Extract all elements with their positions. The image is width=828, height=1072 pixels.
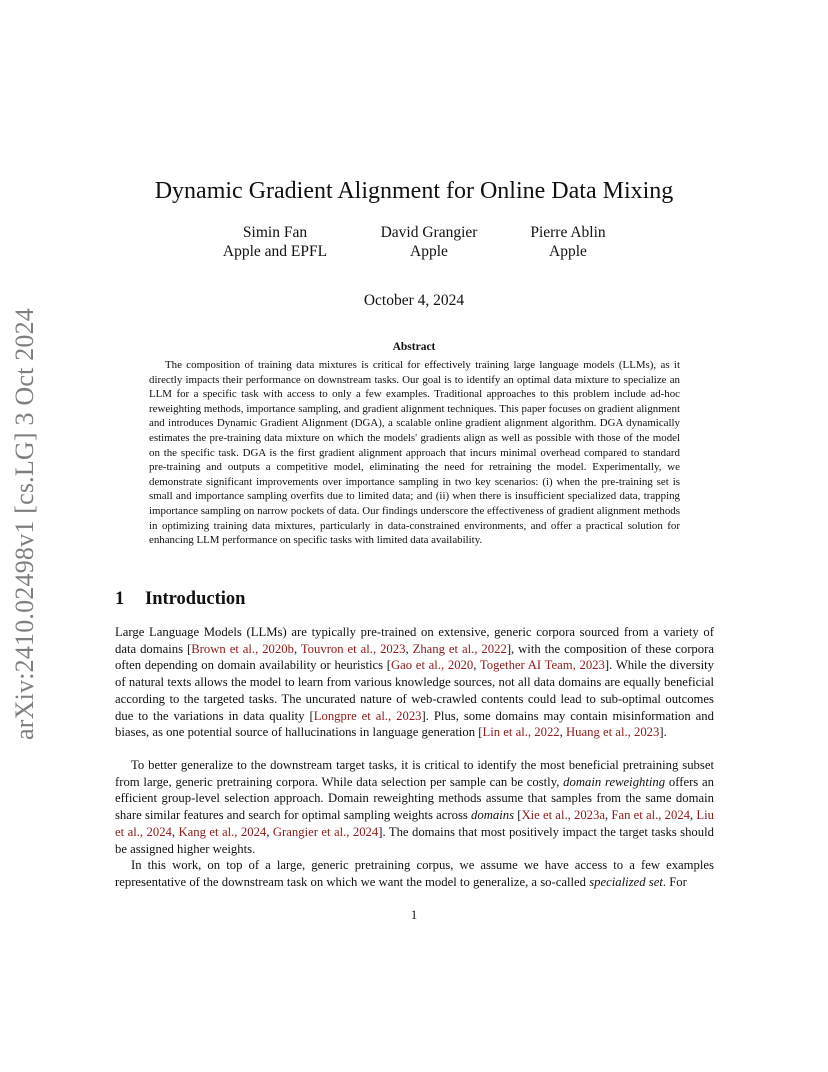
- author-affiliation: Apple and EPFL: [222, 243, 328, 260]
- intro-paragraph-1: [115, 624, 714, 741]
- emphasis-text: specialized set: [589, 874, 663, 889]
- text-run: ], with the composition of these corpora often depending on domain availability or heuristics [: [115, 641, 714, 673]
- text-run: ,: [266, 824, 273, 839]
- citation-link[interactable]: Zhang et al., 2022: [412, 641, 507, 656]
- text-run: To better generalize to the downstream target tasks, it is critical to identify the most beneficial pretraining subset from large, generic pretraining corpora. While data selection per sample can be costly,: [115, 758, 714, 789]
- citation-link[interactable]: Brown et al., 2020b: [191, 641, 294, 656]
- text-run: In this work, on top of a large, generic pretraining corpus, we assume we have access to a few examples representative of the downstream task on which we want the model to generalize, a so-called: [115, 858, 714, 889]
- author-block: [369, 223, 489, 261]
- citation-link[interactable]: Fan et al., 2024: [611, 808, 691, 823]
- text-run: ,: [473, 658, 480, 673]
- author-affiliation: Apple: [549, 243, 587, 260]
- citation-link[interactable]: Lin et al., 2022: [482, 725, 560, 740]
- citation-link[interactable]: Touvron et al., 2023: [300, 641, 406, 656]
- text-run: ,: [690, 808, 697, 823]
- page-number: 1: [410, 908, 418, 922]
- text-run: ,: [405, 641, 413, 656]
- text-run: ,: [605, 808, 612, 823]
- abstract-text: The composition of training data mixtures is critical for effectively training large language models (LLMs), as it directly impacts their performance on downstream tasks. Our goal is to identify an optimal data mixture to specialize an LLM for a specific task with access to only a few examples. Traditional approaches to this problem include ad-hoc reweighting methods, importance sampling, and gradient alignment techniques. This paper focuses on gradient alignment and introduces Dynamic Gradient Alignment (DGA), a scalable online gradient alignment algorithm. DGA dynamically estimates the pre-training data mixture on which the models' gradients align as well as possible with those of the model on the specific task. DGA is the first gradient alignment approach that incurs minimal overhead compared to standard pre-training and outputs a competitive model, eliminating the need for retraining the model. Experimentally, we demonstrate significant improvements over importance sampling in two key scenarios: (i) when the pre-training set is small and importance sampling overfits due to limited data; and (ii) when there is insufficient specialized data, trapping importance sampling on narrow pockets of data. Our findings underscore the effectiveness of gradient alignment methods in optimizing training data mixtures, particularly in data-constrained environments, and offer a practical solution for enhancing LLM performance on specific tasks with limited data availability.: [149, 359, 680, 547]
- text-run: [: [514, 808, 522, 823]
- text-run: ]. While the diversity of natural texts allows the model to learn from various knowledge sources, not all data domains are equally beneficial according to the targeted tasks. The uncurated nature of web-crawled contents could lead to sub-optimal outcomes due to the variations in data quality [: [115, 658, 714, 723]
- paper-title: Dynamic Gradient Alignment for Online Data Mixing: [154, 178, 674, 204]
- section-title: Introduction: [145, 589, 246, 609]
- arxiv-identifier: arXiv:2410.02498v1 [cs.LG] 3 Oct 2024: [10, 308, 39, 740]
- author-block: [215, 223, 335, 261]
- citation-link[interactable]: Xie et al., 2023a: [521, 808, 606, 823]
- text-run: . For: [662, 874, 687, 889]
- citation-link[interactable]: Kang et al., 2024: [178, 824, 267, 839]
- citation-link[interactable]: Gao et al., 2020: [390, 658, 474, 673]
- text-run: ]. Plus, some domains may contain misinformation and biases, as one potential source of hallucinations in language generation [: [115, 708, 714, 740]
- text-run: ,: [171, 824, 179, 839]
- paper-date: October 4, 2024: [363, 292, 465, 309]
- abstract-heading: Abstract: [392, 341, 436, 353]
- emphasis-text: domains: [471, 808, 515, 823]
- author-name: David Grangier: [380, 224, 478, 241]
- section-number: 1: [115, 589, 125, 609]
- intro-paragraph-2: [115, 757, 714, 857]
- section-heading: [115, 589, 245, 610]
- intro-paragraph-3: [115, 857, 714, 890]
- text-run: offers an efficient group-level selection approach. Domain reweighting methods assume that samples from the same domain share similar features and search for optimal sampling weights across: [115, 774, 714, 823]
- text-run: Large Language Models (LLMs) are typically pre-trained on extensive, generic corpora sourced from a variety of data domains [: [115, 625, 714, 656]
- text-run: ]. The domains that most positively impact the target tasks should be assigned higher weights.: [115, 824, 714, 856]
- author-block: [518, 223, 618, 261]
- citation-link[interactable]: Together AI Team, 2023: [479, 658, 605, 673]
- text-run: ,: [293, 641, 301, 656]
- text-run: ,: [559, 725, 566, 740]
- author-affiliation: Apple: [410, 243, 448, 260]
- citation-link[interactable]: Longpre et al., 2023: [313, 708, 422, 723]
- emphasis-text: domain reweighting: [563, 774, 666, 789]
- author-name: Pierre Ablin: [530, 224, 606, 241]
- text-run: ].: [659, 725, 667, 740]
- citation-link[interactable]: Grangier et al., 2024: [272, 824, 379, 839]
- author-name: Simin Fan: [242, 224, 308, 241]
- citation-link[interactable]: Liu et al., 2024: [115, 808, 715, 839]
- citation-link[interactable]: Huang et al., 2023: [565, 725, 660, 740]
